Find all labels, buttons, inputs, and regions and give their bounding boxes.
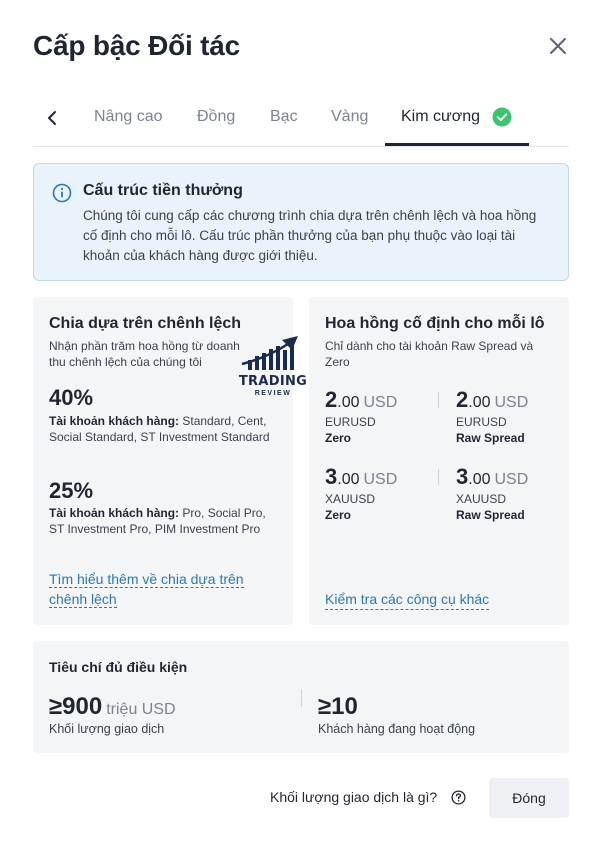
amount-int: 3	[456, 464, 469, 489]
tier-tabs	[33, 98, 569, 147]
commission-amount	[456, 464, 528, 490]
check-circle-icon	[492, 107, 512, 127]
commission-amount	[325, 387, 397, 413]
volume-help-link[interactable]: Khối lượng giao dịch là gì?	[270, 789, 438, 805]
tab-bac[interactable]: Bạc	[270, 108, 298, 125]
active-tab-indicator	[385, 143, 529, 146]
volume-requirement	[49, 693, 176, 721]
trading-review-logo	[236, 334, 310, 402]
amount-int: 3	[325, 464, 338, 489]
info-body: Chúng tôi cung cấp các chương trình chia dựa trên chênh lệch và hoa hồng cố định cho mỗi lô. Cấu trúc phần thưởng của bạn phụ thuộc vào loại tài khoản của khách hàng được giới thiệu.	[83, 208, 537, 263]
tab-kim-cuong[interactable]: Kim cương	[401, 108, 480, 125]
tier-percent: 40%	[49, 385, 94, 410]
account-type: Raw Spread	[456, 431, 525, 445]
amount-currency: USD	[494, 471, 529, 488]
amount-dec: .00	[337, 394, 360, 411]
amount-currency: USD	[363, 471, 398, 488]
fixed-commission-card	[309, 297, 569, 625]
spread-learn-more-link[interactable]	[49, 569, 259, 609]
info-title: Cấu trúc tiền thưởng	[83, 182, 243, 199]
other-instruments-link[interactable]: Kiểm tra các công cụ khác	[325, 589, 489, 610]
amount-dec: .00	[468, 471, 491, 488]
tier-accounts	[49, 505, 279, 537]
spread-title: Chia dựa trên chênh lệch	[49, 315, 242, 332]
commission-amount	[456, 387, 528, 413]
chevron-left-icon[interactable]	[43, 108, 63, 128]
volume-value: ≥900	[49, 693, 103, 720]
question-circle-icon[interactable]	[451, 790, 466, 805]
divider	[301, 689, 302, 707]
dialog-title: Cấp bậc Đối tác	[33, 30, 241, 61]
spread-subtitle: Nhận phần trăm hoa hồng từ doanh thu chênh lệch của chúng tôi	[49, 339, 240, 369]
clients-requirement: ≥10	[318, 693, 358, 720]
instrument-pair: XAUUSD	[456, 492, 507, 506]
fixed-title: Hoa hồng cố định cho mỗi lô	[325, 315, 545, 332]
divider	[438, 469, 439, 485]
tab-vang[interactable]: Vàng	[331, 108, 369, 125]
clients-label: Khách hàng đang hoạt động	[318, 722, 476, 736]
commission-amount	[325, 464, 397, 490]
info-icon	[52, 183, 72, 203]
instrument-pair: EURUSD	[456, 415, 507, 429]
instrument-pair: XAUUSD	[325, 492, 376, 506]
divider	[438, 392, 439, 408]
amount-dec: .00	[468, 394, 491, 411]
amount-int: 2	[325, 387, 338, 412]
close-icon[interactable]	[545, 33, 571, 59]
tier-percent: 25%	[49, 478, 94, 503]
account-type: Raw Spread	[456, 508, 525, 522]
info-banner	[33, 163, 569, 281]
tab-dong[interactable]: Đồng	[197, 108, 236, 125]
amount-int: 2	[456, 387, 469, 412]
account-type: Zero	[325, 508, 352, 522]
logo-text: TRADING	[238, 374, 308, 389]
tier-accounts-list: Pro, Social Pro, ST Investment Pro, PIM Investment Pro	[49, 506, 266, 536]
spread-learn-more-text[interactable]: Tìm hiểu thêm về chia dựa trên chênh lệch	[49, 571, 244, 607]
tab-nang-cao[interactable]: Nâng cao	[94, 108, 163, 125]
amount-dec: .00	[337, 471, 360, 488]
close-button[interactable]: Đóng	[489, 778, 569, 818]
tier-accounts-label: Tài khoản khách hàng:	[49, 414, 180, 428]
volume-unit: triệu USD	[106, 701, 176, 718]
logo-subtext: REVIEW	[254, 390, 292, 397]
tier-accounts-list: Standard, Cent, Social Standard, ST Investment Standard	[49, 414, 270, 444]
account-type: Zero	[325, 431, 352, 445]
fixed-subtitle: Chỉ dành cho tài khoản Raw Spread và Zero	[325, 339, 534, 369]
tier-accounts	[49, 413, 279, 445]
eligibility-criteria	[33, 641, 569, 753]
volume-label: Khối lượng giao dịch	[49, 722, 165, 736]
instrument-pair: EURUSD	[325, 415, 376, 429]
amount-currency: USD	[363, 394, 398, 411]
tier-accounts-label: Tài khoản khách hàng:	[49, 506, 180, 520]
amount-currency: USD	[494, 394, 529, 411]
criteria-title: Tiêu chí đủ điều kiện	[49, 659, 188, 675]
